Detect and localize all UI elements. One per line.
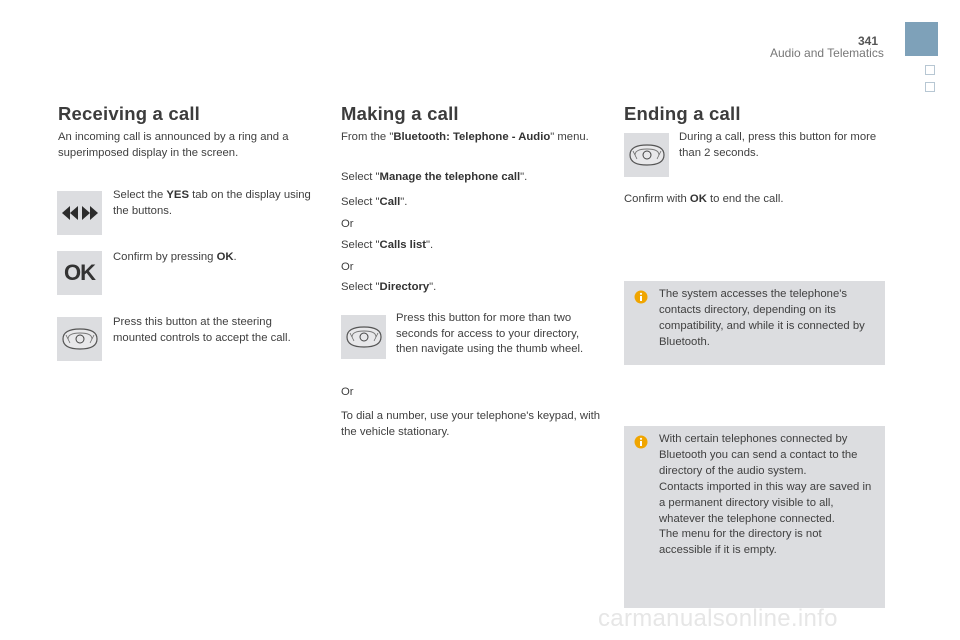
page-marker-square — [925, 65, 935, 75]
info-note-text: With certain telephones connected by Bluetooth you can send a contact to the directory of the audio system. Contacts imported in this way are saved in a permanent directory visible to all, whatever the telephone connected. The menu for the directory is not accessible if it is empty. — [659, 433, 872, 557]
receiving-intro: An incoming call is announced by a ring and a superimposed display in the screen. — [58, 131, 289, 159]
ending-during-call: During a call, press this button for more than 2 seconds. — [679, 131, 877, 159]
page-number: 341 — [858, 34, 879, 48]
making-select-calls-list: Select "Calls list". — [341, 239, 434, 251]
receiving-step1: Select the YES tab on the display using the buttons. — [113, 189, 311, 217]
steering-phone-icon — [57, 317, 102, 361]
section-tab — [905, 22, 938, 56]
receiving-step3: Press this button at the steering mounted controls to accept the call. — [113, 316, 291, 344]
ending-confirm: Confirm with OK to end the call. — [624, 193, 784, 205]
page-marker-square — [925, 82, 935, 92]
section-title: Audio and Telematics — [770, 46, 884, 60]
info-note-send-contact — [624, 426, 885, 608]
info-icon — [634, 290, 648, 304]
making-press-button: Press this button for more than two seconds for access to your directory, then navigate using the thumb wheel. — [396, 312, 584, 356]
making-dial-number: To dial a number, use your telephone's keypad, with the vehicle stationary. — [341, 410, 601, 438]
making-or-3: Or — [341, 386, 354, 398]
info-icon — [634, 435, 648, 449]
making-or-2: Or — [341, 261, 354, 273]
receiving-heading: Receiving a call — [58, 103, 201, 124]
arrows-icon — [57, 191, 102, 235]
making-from-menu: From the "Bluetooth: Telephone - Audio" menu. — [341, 131, 589, 143]
steering-phone-icon — [624, 133, 669, 177]
steering-phone-icon — [341, 315, 386, 359]
making-select-directory: Select "Directory". — [341, 281, 437, 293]
making-or-1: Or — [341, 218, 354, 230]
info-note-text: The system accesses the telephone's contacts directory, depending on its compatibility, and while it is connected by Bluetooth. — [659, 288, 865, 348]
making-select-call: Select "Call". — [341, 196, 408, 208]
ok-button-icon: OK — [57, 251, 102, 295]
watermark: carmanualsonline.info — [598, 605, 838, 632]
receiving-step2: Confirm by pressing OK. — [113, 251, 237, 263]
making-heading: Making a call — [341, 103, 459, 124]
making-select-manage: Select "Manage the telephone call". — [341, 171, 528, 183]
info-note-contacts — [624, 281, 885, 365]
ending-heading: Ending a call — [624, 103, 741, 124]
